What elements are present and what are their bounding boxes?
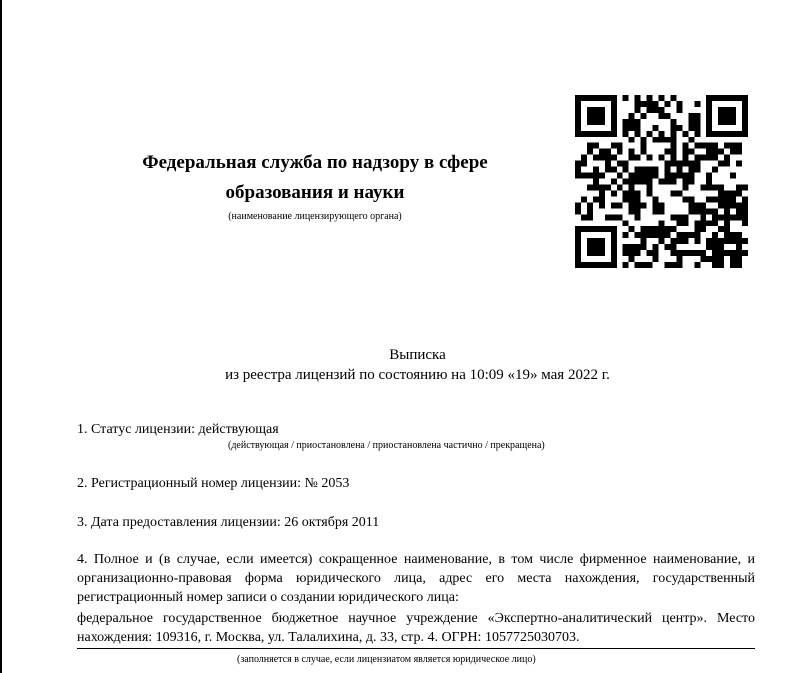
- license-status: 1. Статус лицензии: действующая: [77, 422, 279, 437]
- organization-info-value: федеральное государственное бюджетное научное учреждение «Экспертно-аналитический центр». Место нахождения: 109316, г. Москва, ул. Талалихина, д. 33, стр. 4. ОГРН: 1057725030703.: [77, 611, 755, 645]
- extract-heading: [0, 345, 793, 385]
- extract-subtitle: из реестра лицензий по состоянию на 10:09 «19» мая 2022 г.: [225, 367, 610, 383]
- organization-info-label: 4. Полное и (в случае, если имеется) сокращенное наименование, в том числе фирменное наименование, и организационно-правовая форма юридического лица, адрес его места нахождения, государственный регистрационный номер записи о создании юридического лица:: [77, 552, 755, 605]
- licensing-authority-header: [105, 148, 525, 224]
- page-left-border: [0, 0, 2, 673]
- org-name-line-1: Федеральная служба по надзору в сфере: [142, 152, 488, 173]
- org-name-line-2: образования и науки: [225, 182, 405, 203]
- org-name-caption: (наименование лицензирующего органа): [228, 211, 402, 222]
- extract-title: Выписка: [389, 347, 446, 363]
- license-issue-date: 3. Дата предоставления лицензии: 26 октября 2011: [77, 515, 380, 530]
- organization-info-hint: (заполняется в случае, если лицензиатом является юридическое лицо): [237, 654, 536, 665]
- organization-info-underline: [77, 648, 755, 649]
- license-registration-number: 2. Регистрационный номер лицензии: № 2053: [77, 476, 350, 491]
- qr-code-icon: [575, 95, 748, 268]
- license-status-hint: (действующая / приостановлена / приостановлена частично / прекращена): [228, 440, 545, 451]
